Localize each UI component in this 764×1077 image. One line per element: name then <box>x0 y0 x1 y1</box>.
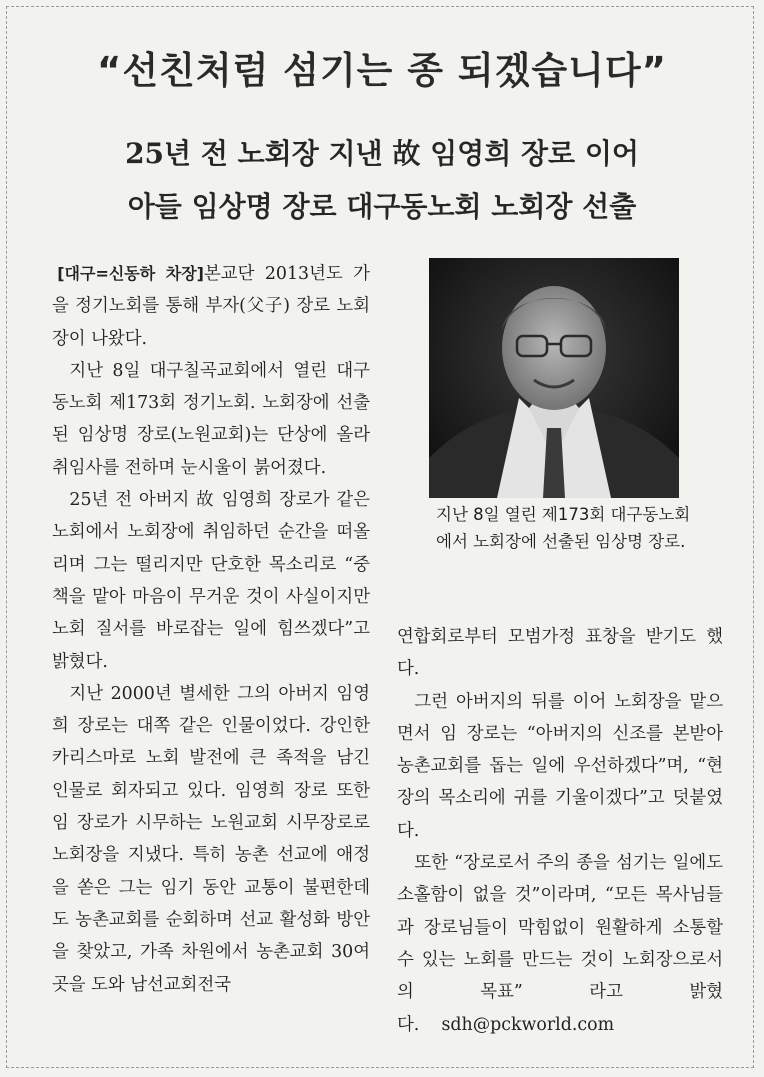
subheadline-2: 아들 임상명 장로 대구동노회 노회장 선출 <box>127 190 637 223</box>
reporter-email: sdh@pckworld.com <box>441 1014 615 1035</box>
article-column-right <box>397 621 723 1041</box>
subheadline-1: 25년 전 노회장 지낸 故 임영희 장로 이어 <box>125 137 639 170</box>
byline: [대구=신동하 차장] <box>57 264 204 283</box>
photo-caption: 지난 8일 열린 제173회 대구동노회에서 노회장에 선출된 임상명 장로. <box>436 505 691 551</box>
paragraph-4: 지난 2000년 별세한 그의 아버지 임영희 장로는 대쪽 같은 인물이었다. 강인한 카리스마로 노회 발전에 큰 족적을 남긴 인물로 회자되고 있다. 임영희 장로 또한 임 장로가 시무하는 노원교회 시무장로로 노회장을 지냈다. 특히 농촌 선교에 애정을 쏟은 그는 임기 동안 교통이 불편한데도 농촌교회를 순회하며 선교 활성화 방안을 찾았고, 가족 차원에서 농촌교회 30여 곳을 도와 남선교회전국 <box>52 683 370 995</box>
paragraph-3: 25년 전 아버지 故 임영희 장로가 같은 노회에서 노회장에 취임하던 순간을 떠올리며 그는 떨리지만 단호한 목소리로 “중책을 맡아 마음이 무거운 것이 사실이지만 노회 질서를 바로잡는 일에 힘쓰겠다”고 밝혔다. <box>52 490 370 672</box>
headline: “선친처럼 섬기는 종 되겠습니다” <box>97 49 667 92</box>
paragraph-1 <box>52 258 370 355</box>
paragraph-1-text: 본교단 2013년도 가을 정기노회를 통해 부자(父子) 장로 노회장이 나왔다. <box>52 264 370 349</box>
paragraph-4-continued: 연합회로부터 모범가정 표창을 받기도 했다. <box>397 627 723 680</box>
article-column-left <box>52 258 370 1001</box>
portrait-photo <box>429 258 679 498</box>
paragraph-2: 지난 8일 대구칠곡교회에서 열린 대구동노회 제173회 정기노회. 노회장에 선출된 임상명 장로(노원교회)는 단상에 올라 취임사를 전하며 눈시울이 붉어졌다. <box>52 360 370 478</box>
paragraph-5: 그런 아버지의 뒤를 이어 노회장을 맡으면서 임 장로는 “아버지의 신조를 본받아 농촌교회를 돕는 일에 우선하겠다”며, “현장의 목소리에 귀를 기울이겠다”고 덧붙였다. <box>397 691 723 841</box>
paragraph-6 <box>397 847 723 1041</box>
paragraph-6-text: 또한 “장로로서 주의 종을 섬기는 일에도 소홀함이 없을 것”이라며, “모든 목사님들과 장로님들이 막힘없이 원활하게 소통할 수 있는 노회를 만드는 것이 노회장으로서의 목표” 라고 밝혔다. <box>397 853 723 1035</box>
portrait-illustration <box>429 258 679 498</box>
